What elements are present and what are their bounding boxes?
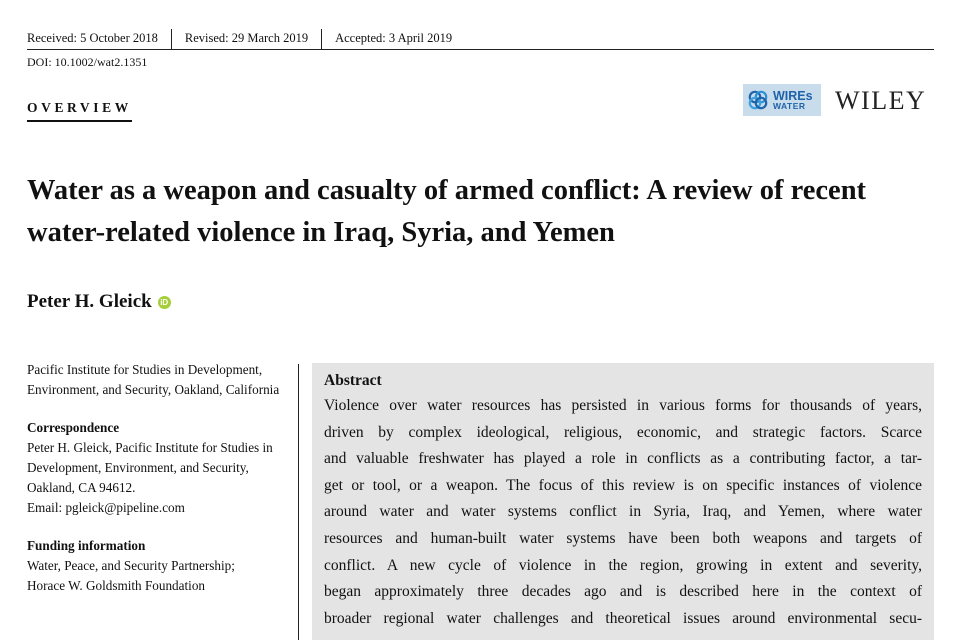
abstract-line: broader regional water challenges and theoretical issues around environmental secu- [324,609,922,627]
abstract-line: around water and water systems conflict in Syria, Iraq, and Yemen, where water [324,503,922,521]
abstract-line: driven by complex ideological, religious, economic, and strategic factors. Scarce [324,423,922,441]
article-dates [27,29,934,50]
wires-logo-icon [747,89,769,111]
date-divider [171,29,172,49]
column-divider [298,364,299,640]
abstract-box [312,363,934,640]
doi[interactable]: DOI: 10.1002/wat2.1351 [27,55,148,69]
section-label: OVERVIEW [27,100,132,122]
wires-water-logo[interactable] [743,84,821,116]
article-title: Water as a weapon and casualty of armed conflict: A review of recent water-related violence in Iraq, Syria, and Yemen [27,175,867,248]
article-sidebar [27,360,289,614]
date-divider [321,29,322,49]
author-line [27,291,171,313]
abstract-line: get or tool, or a weapon. The focus of this review is on specific instances of violence [324,476,922,494]
revised-date: Revised: 29 March 2019 [184,31,309,45]
correspondence-email[interactable]: Email: pgleick@pipeline.com [27,500,185,515]
abstract-line: Violence over water resources has persisted in various forms for thousands of years, [324,397,922,414]
abstract-line: began approximately three decades ago and is described here in the context of [324,583,922,601]
abstract-line: and valuable freshwater has played a role in conflicts as a contributing factor, a tar- [324,450,922,468]
wiley-logo[interactable]: WILEY [835,86,927,115]
abstract-heading: Abstract [324,372,382,389]
wires-logo-text: WIREs [773,88,813,103]
accepted-date: Accepted: 3 April 2019 [335,31,453,45]
abstract-line: conflict. A new cycle of violence in the region, growing in extent and severity, [324,556,922,574]
abstract-line: resources and human-built water systems have been both weapons and targets of [324,529,922,547]
abstract-body [324,393,922,632]
author-name[interactable]: Peter H. Gleick [27,291,152,312]
received-date: Received: 5 October 2018 [27,31,158,45]
orcid-icon[interactable]: iD [158,296,171,309]
funding-item: Horace W. Goldsmith Foundation [27,578,206,593]
correspondence-text: Peter H. Gleick, Pacific Institute for Studies in Development, Environment, and Security, Oakland, CA 94612. [27,440,273,495]
correspondence-heading: Correspondence [27,420,120,435]
funding-heading: Funding information [27,538,146,553]
funding-item: Water, Peace, and Security Partnership; [27,558,235,573]
author-affiliation: Pacific Institute for Studies in Development, Environment, and Security, Oakland, California [27,362,280,397]
wires-logo-subtext: WATER [773,101,806,111]
